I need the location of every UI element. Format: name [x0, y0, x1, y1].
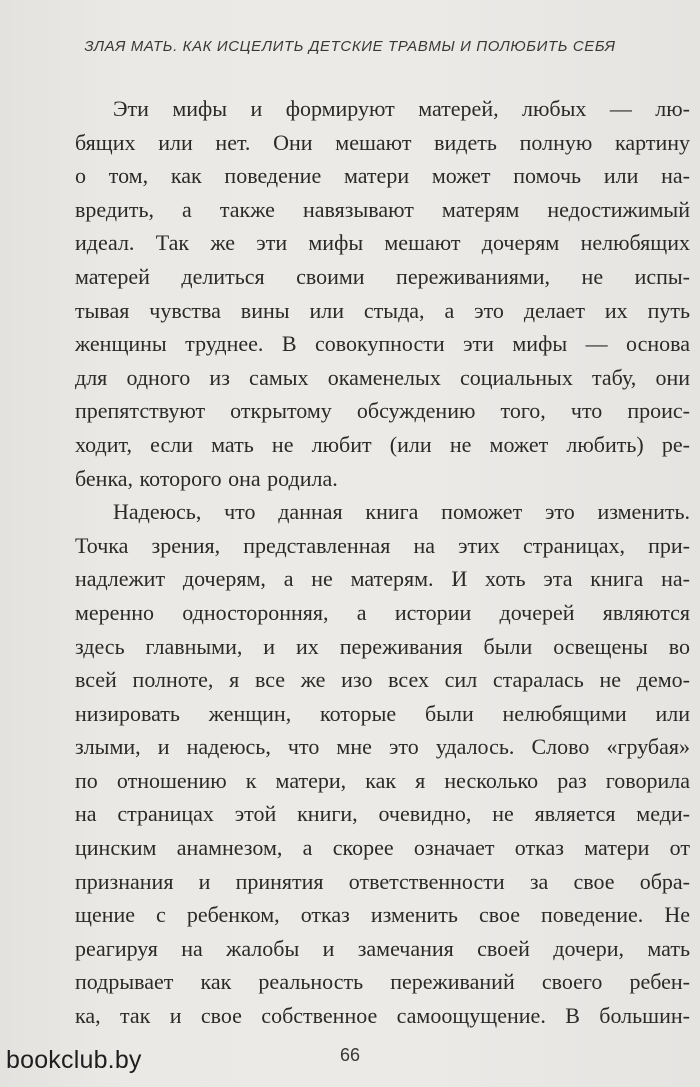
text-line: низировать женщин, которые были нелюбящими или: [75, 700, 690, 726]
text-line: подрывает как реальность переживаний своего ребен-: [75, 969, 690, 995]
text-line: по отношению к матери, как я несколько раз говорила: [75, 767, 690, 793]
text-line: Эти мифы и формируют матерей, любых — лю-: [113, 96, 690, 121]
text-line: для одного из самых окаменелых социальных табу, они: [75, 364, 690, 390]
text-line: щение с ребенком, отказ изменить свое поведение. Не: [75, 902, 690, 928]
text-line: идеал. Так же эти мифы мешают дочерям нелюбящих: [75, 230, 690, 256]
text-line: меренно односторонняя, а истории дочерей являются: [75, 599, 690, 625]
text-line: злыми, и надеюсь, что мне это удалось. Слово «грубая»: [75, 734, 690, 760]
page-number: 66: [339, 1045, 361, 1065]
body-text: [75, 92, 690, 1033]
text-line: всей полноте, я все же изо всех сил старалась не демо-: [75, 667, 690, 693]
text-line: ка, так и свое собственное самоощущение. В большин-: [75, 1003, 690, 1029]
text-line: на страницах этой книги, очевидно, не является меди-: [75, 801, 690, 827]
text-line: Надеюсь, что данная книга поможет это изменить.: [113, 499, 690, 525]
text-line: надлежит дочерям, а не матерям. И хоть эта книга на-: [75, 566, 690, 592]
text-line: реагируя на жалобы и замечания своей дочери, мать: [75, 935, 690, 961]
text-line: о том, как поведение матери может помочь или на-: [75, 163, 690, 189]
running-head: ЗЛАЯ МАТЬ. КАК ИСЦЕЛИТЬ ДЕТСКИЕ ТРАВМЫ И ПОЛЮБИТЬ СЕБЯ: [84, 38, 616, 55]
text-line: бенка, которого она родила.: [75, 465, 338, 491]
text-line: тывая чувства вины или стыда, а это делает их путь: [75, 297, 690, 323]
text-line: Точка зрения, представленная на этих страницах, при-: [75, 532, 690, 558]
text-line: женщины труднее. В совокупности эти мифы — основа: [75, 331, 690, 357]
text-line: вредить, а также навязывают матерям недостижимый: [75, 196, 690, 222]
text-line: ходит, если мать не любит (или не может любить) ре-: [75, 431, 690, 457]
text-line: цинским анамнезом, а скорее означает отказ матери от: [75, 835, 690, 861]
text-line: бящих или нет. Они мешают видеть полную картину: [75, 129, 690, 155]
watermark-logo: bookclub.by: [6, 1046, 142, 1074]
text-line: препятствуют открытому обсуждению того, что проис-: [75, 398, 690, 424]
text-line: признания и принятия ответственности за свое обра-: [75, 868, 690, 894]
text-line: матерей делиться своими переживаниями, не испы-: [75, 263, 690, 289]
text-line: здесь главными, и их переживания были освещены во: [75, 633, 690, 659]
